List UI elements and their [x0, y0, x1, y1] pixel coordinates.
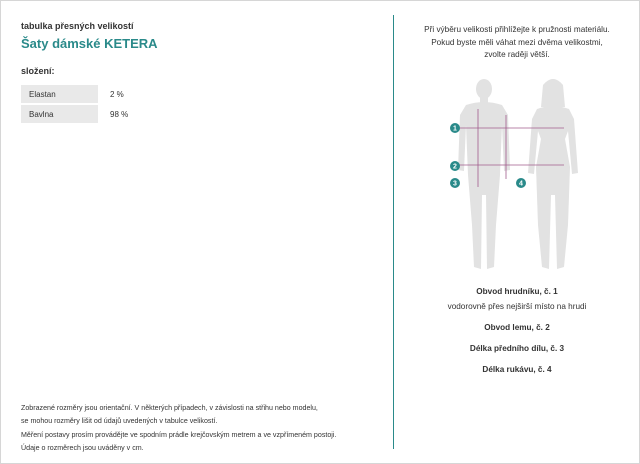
advice-line: Při výběru velikosti přihlížejte k pružnosti materiálu.	[424, 25, 610, 34]
advice-line: Pokud byste měli váhat mezi dvěma velikostmi,	[431, 37, 603, 47]
marker-4	[516, 178, 526, 188]
body-figure-illustration	[444, 75, 594, 275]
material-name: Bavlna	[21, 105, 98, 123]
note-line: Měření postavy prosím provádějte ve spodním prádle krejčovským metrem a ve vzpřímeném postoji.	[21, 430, 337, 439]
composition-table	[21, 83, 128, 125]
measure-hem-title: Obvod lemu, č. 2	[484, 323, 550, 332]
page-subtitle: tabulka přesných velikostí	[21, 21, 134, 31]
note-line: se mohou rozměry lišit od údajů uvedených v tabulce velikostí.	[21, 417, 218, 426]
material-percent: 2 %	[110, 89, 124, 99]
note-line: Údaje o rozměrech jsou uváděny v cm.	[21, 444, 144, 453]
material-name: Elastan	[21, 85, 98, 103]
material-percent: 98 %	[110, 109, 129, 119]
measurement-note	[21, 402, 371, 456]
marker-3	[450, 178, 460, 188]
measure-chest-title: Obvod hrudníku, č. 1	[476, 287, 558, 296]
svg-text:3: 3	[453, 180, 457, 188]
marker-1	[450, 123, 460, 133]
svg-text:2: 2	[453, 163, 457, 171]
size-advice	[394, 24, 640, 62]
column-divider	[393, 15, 394, 449]
left-column	[21, 21, 371, 125]
measure-chest-desc: vodorovně přes nejširší místo na hrudi	[447, 302, 587, 311]
marker-2	[450, 161, 460, 171]
svg-text:4: 4	[519, 180, 523, 188]
advice-line: zvolte raději větší.	[484, 50, 550, 59]
measure-sleeve-length-title: Délka rukávu, č. 4	[482, 365, 552, 374]
table-row	[21, 105, 128, 123]
measure-front-length-title: Délka předního dílu, č. 3	[469, 344, 565, 353]
product-title: Šaty dámské KETERA	[21, 36, 158, 51]
composition-label: složení:	[21, 66, 55, 76]
measurement-descriptions	[394, 287, 640, 374]
svg-text:1: 1	[453, 125, 457, 133]
table-row	[21, 85, 128, 103]
male-silhouette	[458, 79, 510, 269]
female-silhouette	[528, 79, 578, 269]
note-line: Zobrazené rozměry jsou orientační. V některých případech, v závislosti na střihu nebo modelu,	[21, 404, 318, 412]
